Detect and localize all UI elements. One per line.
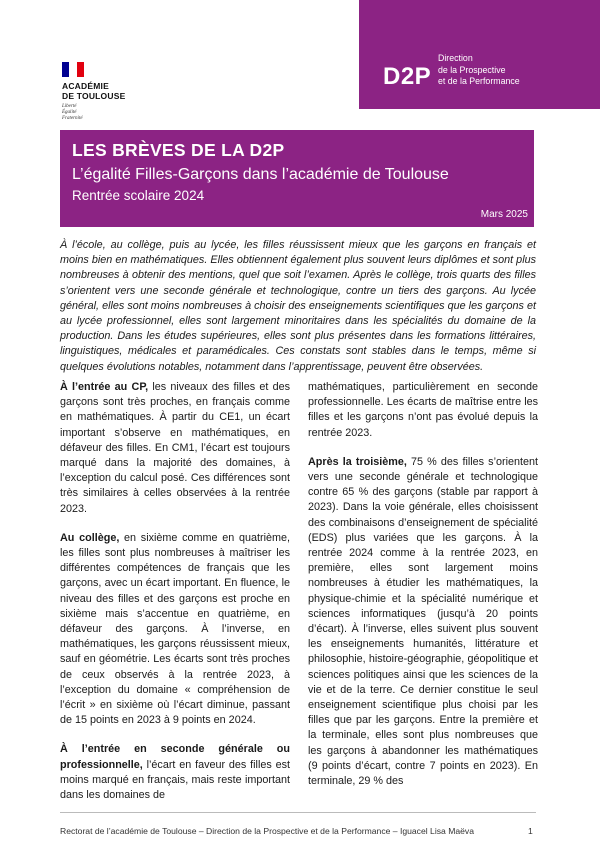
logo-line-2: DE TOULOUSE [62, 91, 126, 101]
french-flag-icon [62, 62, 84, 77]
page-number: 1 [528, 826, 533, 836]
page-subtitle-year: Rentrée scolaire 2024 [72, 188, 205, 203]
title-banner [60, 130, 534, 227]
footer-divider [60, 812, 536, 813]
paragraph-maths-continued: mathématiques, particulièrement en seconde professionnelle. Les écarts de maîtrise entre les filles et les garçons n’ont pas évolué depuis la rentrée 2023. [308, 381, 538, 439]
paragraph-cp: À l’entrée au CP, les niveaux des filles et des garçons sont très proches, en français comme en mathématiques. À partir du CE1, un écart important s’observe en mathématiques, en défaveur des filles. En CM1, l’écart est toujours marqué dans la majorité des domaines, à l’exception du calcul posé. Ces différences sont très similaires à celles observées à la rentrée 2023. [60, 381, 290, 515]
academie-logo [62, 62, 142, 122]
paragraph-troisieme: Après la troisième, 75 % des filles s’orientent vers une seconde générale et technologique contre 65 % des garçons (stable par rapport à 2023). Dans la voie générale, elles choisissent des combinaisons d’enseignement de spécialité (EDS) plus variées que les garçons. À la rentrée 2024 comme à la rentrée 2023, en première, elles sont largement moins nombreuses à étudier les mathématiques, la physique-chimie et la spécialité numérique et sciences informatiques (jusqu’à 20 points d’écart). À l’inverse, elles suivent plus souvent les enseignements humanités, littérature et philosophie, histoire-géographie, géopolitique et sciences politiques ainsi que les sciences de la vie et de la terre. Ce dernier constitue le seul enseignement scientifique plus choisi par les filles que par les garçons. Entre la première et la terminale, elles sont plus nombreuses que les garçons à abandonner les mathématiques (9 points d’écart, contre 7 points en 2023). En terminale, 29 % des [308, 455, 538, 788]
d2p-logo-text: D2P [383, 63, 432, 90]
intro-summary: À l’école, au collège, puis au lycée, les filles réussissent mieux que les garçons en français et moins bien en mathématiques. Elles obtiennent également plus souvent leurs diplômes et sont plus nombreuses à obtenir des mentions, quel que soit l’examen. Après le collège, trois quarts des filles s’orientent vers une seconde générale et technologique, contre un tiers des garçons. Au lycée général, elles sont moins nombreuses à choisir des enseignements scientifiques que les garçons et au lycée professionnel, elles sont largement minoritaires dans les spécialités du domaine de la production. Dans les études supérieures, elles sont plus présentes dans les formations littéraires, linguistiques, médicales et paramédicales. Ces constats sont stables dans le temps, même si quelques évolutions notables, notamment dans l’apprentissage, peuvent être observées. [60, 239, 536, 373]
page-title: LES BRÈVES DE LA D2P [72, 140, 285, 160]
footer-text: Rectorat de l’académie de Toulouse – Direction de la Prospective et de la Performance – Iguacel Lisa Maëva [60, 826, 475, 836]
logo-motto: Liberté Égalité Fraternité [62, 104, 83, 121]
paragraph-college: Au collège, en sixième comme en quatrième, les filles sont plus nombreuses à maîtriser les différentes compétences de français que les garçons, avec un écart important. En fluence, le niveau des filles et des garçons est proche en sixième mais s’accentue en quatrième, en défaveur des garçons. À l’inverse, en mathématiques, les garçons réussissent mieux, sauf en géométrie. Les écarts sont très proches de ceux observés à la rentrée 2023, à l’exception du domaine « compréhension de l’écrit » en sixième où l’écart diminue, passant de 15 points en 2023 à 9 points en 2024. [60, 531, 290, 727]
publication-date: Mars 2025 [480, 209, 528, 220]
d2p-subtitle: Direction de la Prospective et de la Performance [438, 53, 520, 86]
paragraph-seconde: À l’entrée en seconde générale ou professionnelle, l’écart en faveur des filles est moins marqué en français, mais reste important dans les domaines de [60, 743, 290, 802]
right-column [308, 380, 538, 803]
page-subtitle: L’égalité Filles-Garçons dans l’académie de Toulouse [72, 166, 449, 183]
left-column [60, 380, 290, 817]
logo-line-1: ACADÉMIE [62, 81, 109, 91]
